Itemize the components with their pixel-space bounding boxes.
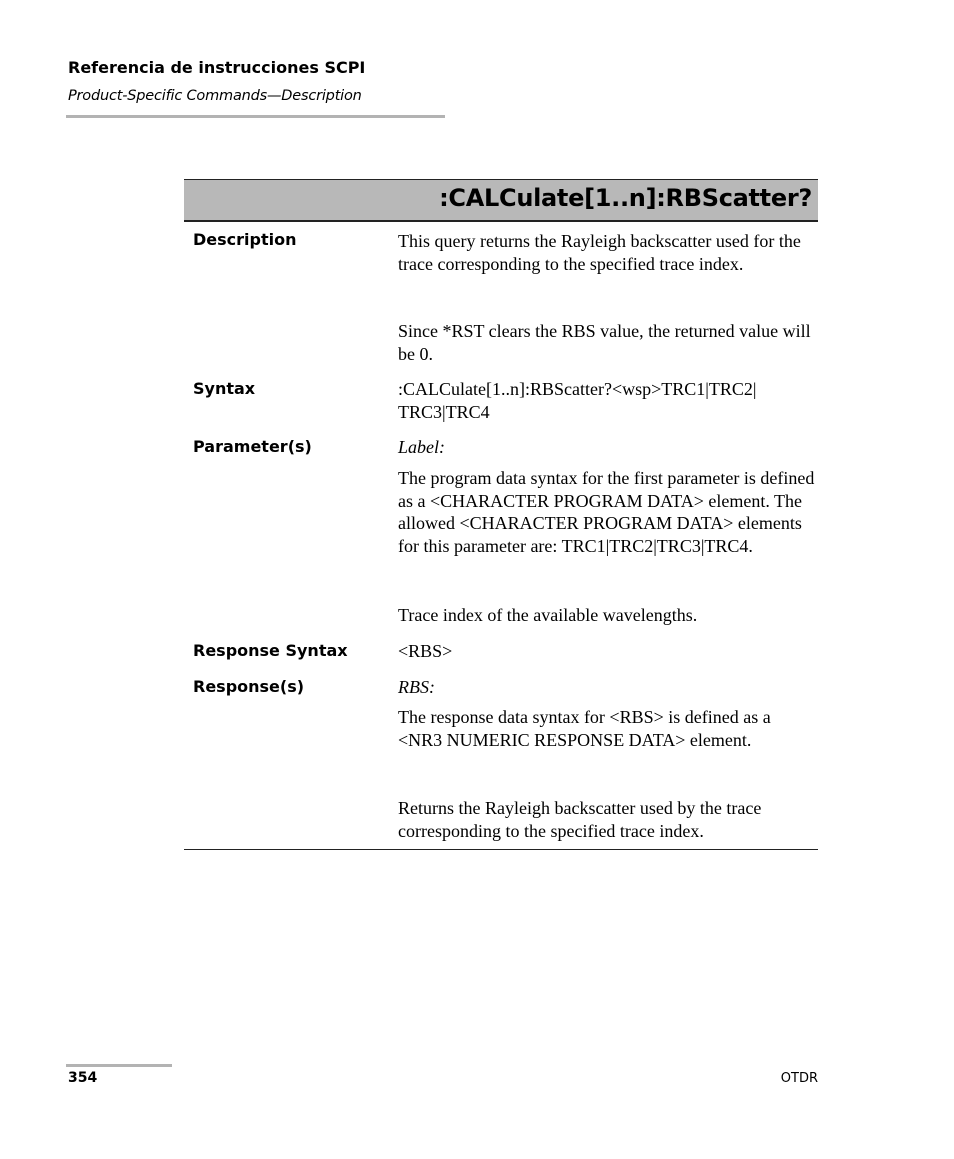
description-text-2: Since *RST clears the RBS value, the returned value will be 0. (398, 321, 811, 364)
syntax-label: Syntax (193, 379, 256, 398)
parameter-name: Label: (398, 437, 445, 457)
response-text-2: Returns the Rayleigh backscatter used by the trace corresponding to the specified trace index. (398, 798, 762, 841)
syntax-line-2: TRC3|TRC4 (398, 401, 490, 422)
description-text-1: This query returns the Rayleigh backscatter used for the trace corresponding to the specified trace index. (398, 231, 801, 274)
syntax-line-1: :CALCulate[1..n]:RBScatter?<wsp>TRC1|TRC2| (398, 379, 757, 399)
footer-product: OTDR (780, 1071, 818, 1086)
response-name: RBS: (398, 677, 435, 697)
response-syntax-label: Response Syntax (193, 641, 348, 660)
responses-label: Response(s) (193, 677, 305, 696)
running-header-subtitle: Product-Specific Commands—Description (68, 88, 362, 104)
parameter-text-1: The program data syntax for the first parameter is defined as a <CHARACTER PROGRAM DATA> element. The allowed <CHARACTER PROGRAM DATA> elements for this parameter are: TRC1|TRC2|TRC3|TRC4. (398, 468, 815, 556)
description-label: Description (193, 230, 297, 249)
parameters-label: Parameter(s) (193, 437, 312, 456)
header-divider (66, 115, 445, 118)
response-text-1: The response data syntax for <RBS> is defined as a <NR3 NUMERIC RESPONSE DATA> element. (398, 707, 771, 750)
response-syntax-value: <RBS> (398, 641, 453, 661)
table-bottom-rule (184, 849, 818, 850)
page-number: 354 (68, 1070, 98, 1086)
parameter-text-2: Trace index of the available wavelengths. (398, 605, 698, 625)
command-title: :CALCulate[1..n]:RBScatter? (439, 184, 812, 212)
footer-divider (66, 1064, 172, 1067)
syntax-text (398, 378, 818, 423)
running-header-title: Referencia de instrucciones SCPI (68, 58, 366, 77)
command-title-bar (184, 179, 818, 222)
